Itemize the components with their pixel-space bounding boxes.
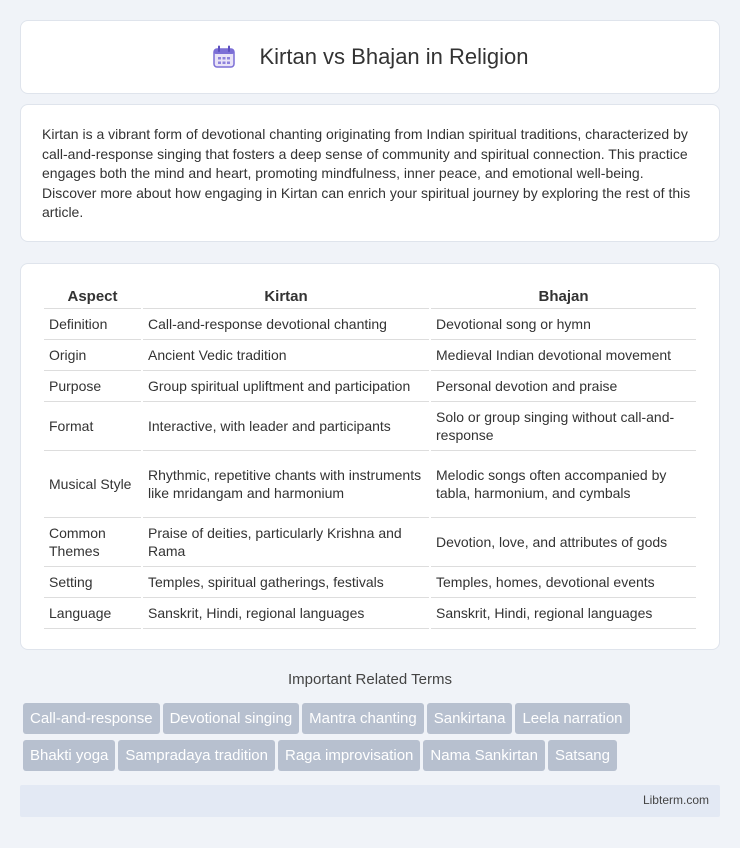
table-cell-aspect: Purpose: [44, 371, 141, 402]
related-term-tag[interactable]: Bhakti yoga: [23, 740, 115, 771]
related-terms-tags: [23, 703, 723, 777]
intro-text: Kirtan is a vibrant form of devotional chanting originating from Indian spiritual traditions, characterized by call-and-response singing that fosters a deep sense of community and spiritual connection. This practice engages both the mind and heart, promoting mindfulness, inner peace, and emotional well-being. Discover more about how engaging in Kirtan can enrich your spiritual journey by exploring the rest of this article.: [42, 126, 691, 221]
table-cell-bhajan: Melodic songs often accompanied by tabla, harmonium, and cymbals: [431, 451, 696, 518]
table-cell-kirtan: Call-and-response devotional chanting: [143, 309, 429, 340]
table-row: [44, 567, 696, 598]
table-cell-kirtan: Interactive, with leader and participants: [143, 402, 429, 451]
related-term-tag[interactable]: Nama Sankirtan: [423, 740, 545, 771]
table-row: [44, 309, 696, 340]
table-cell-aspect: Definition: [44, 309, 141, 340]
comparison-table: [42, 285, 698, 629]
header-aspect: Aspect: [44, 285, 141, 309]
table-row: [44, 598, 696, 629]
table-cell-kirtan: Rhythmic, repetitive chants with instruments like mridangam and harmonium: [143, 451, 429, 518]
table-row: [44, 340, 696, 371]
related-term-tag[interactable]: Mantra chanting: [302, 703, 424, 734]
table-cell-aspect: Musical Style: [44, 451, 141, 518]
table-cell-kirtan: Praise of deities, particularly Krishna and Rama: [143, 518, 429, 567]
table-cell-kirtan: Sanskrit, Hindi, regional languages: [143, 598, 429, 629]
header-kirtan: Kirtan: [143, 285, 429, 309]
table-cell-aspect: Origin: [44, 340, 141, 371]
related-term-tag[interactable]: Leela narration: [515, 703, 629, 734]
title-card: [20, 20, 720, 94]
table-cell-kirtan: Temples, spiritual gatherings, festivals: [143, 567, 429, 598]
calendar-icon: [211, 44, 237, 70]
table-cell-kirtan: Ancient Vedic tradition: [143, 340, 429, 371]
related-term-tag[interactable]: Sampradaya tradition: [118, 740, 275, 771]
comparison-table-card: [20, 263, 720, 650]
table-cell-bhajan: Personal devotion and praise: [431, 371, 696, 402]
table-cell-bhajan: Sanskrit, Hindi, regional languages: [431, 598, 696, 629]
footer-brand[interactable]: Libterm.com: [642, 793, 709, 807]
table-row: [44, 402, 696, 451]
table-row: [44, 451, 696, 518]
intro-card: [20, 104, 720, 242]
footer: [20, 785, 720, 817]
related-term-tag[interactable]: Call-and-response: [23, 703, 160, 734]
table-cell-aspect: Language: [44, 598, 141, 629]
table-cell-kirtan: Group spiritual upliftment and participation: [143, 371, 429, 402]
page-title: Kirtan vs Bhajan in Religion: [259, 44, 529, 69]
table-row: [44, 518, 696, 567]
related-term-tag[interactable]: Raga improvisation: [278, 740, 420, 771]
table-row: [44, 371, 696, 402]
related-term-tag[interactable]: Devotional singing: [163, 703, 300, 734]
table-cell-bhajan: Solo or group singing without call-and-response: [431, 402, 696, 451]
related-term-tag[interactable]: Sankirtana: [427, 703, 513, 734]
table-cell-aspect: Setting: [44, 567, 141, 598]
table-cell-aspect: Format: [44, 402, 141, 451]
table-cell-bhajan: Medieval Indian devotional movement: [431, 340, 696, 371]
table-cell-bhajan: Temples, homes, devotional events: [431, 567, 696, 598]
table-cell-bhajan: Devotion, love, and attributes of gods: [431, 518, 696, 567]
table-cell-aspect: Common Themes: [44, 518, 141, 567]
related-terms-title: Important Related Terms: [288, 671, 452, 688]
table-cell-bhajan: Devotional song or hymn: [431, 309, 696, 340]
table-header-row: [44, 285, 696, 309]
related-term-tag[interactable]: Satsang: [548, 740, 617, 771]
header-bhajan: Bhajan: [431, 285, 696, 309]
